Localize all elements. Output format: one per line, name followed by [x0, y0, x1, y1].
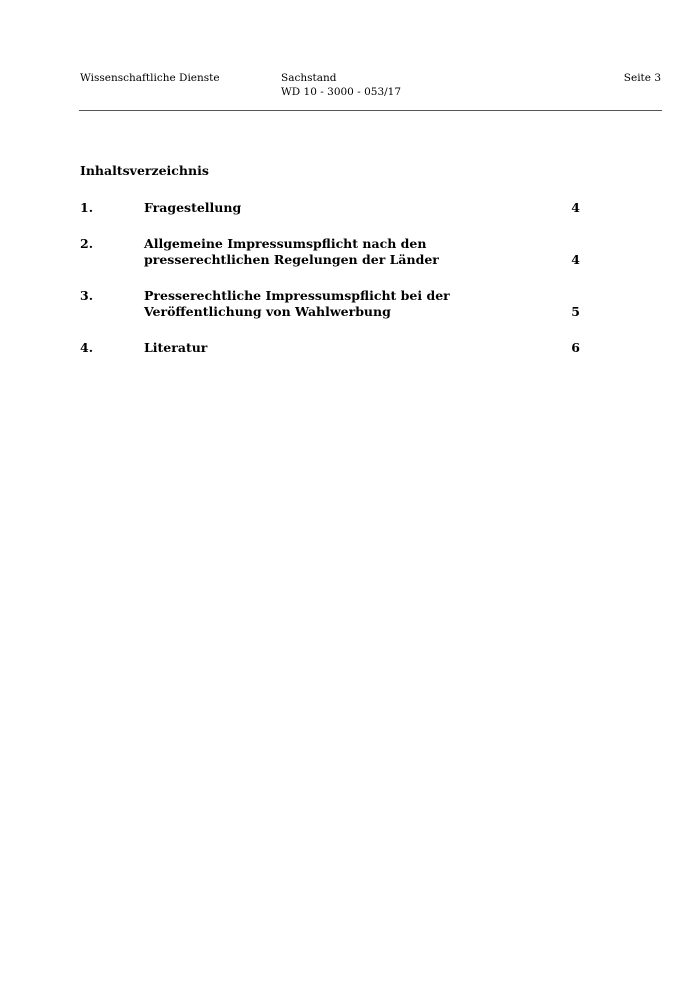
- toc-entry-title-line: Presserechtliche Impressumspflicht bei der: [144, 288, 450, 303]
- toc-entry-page: 6: [571, 340, 580, 355]
- toc-entry-page: 4: [571, 252, 580, 267]
- toc-entry-title: [144, 288, 514, 320]
- toc-entry-page: 4: [571, 200, 580, 215]
- toc-entry-title: [144, 200, 514, 216]
- toc-entry-title-line: Allgemeine Impressumspflicht nach den: [144, 236, 427, 251]
- page-header: [80, 71, 661, 101]
- toc-entry-3[interactable]: [80, 288, 580, 320]
- toc-entry-number: 1.: [80, 200, 94, 215]
- header-organization: Wissenschaftliche Dienste: [80, 72, 220, 84]
- toc-entry-title-line: presserechtlichen Regelungen der Länder: [144, 252, 439, 267]
- toc-entry-title-line: Literatur: [144, 340, 208, 355]
- toc-entry-4[interactable]: [80, 340, 580, 356]
- toc-entry-title-line: Veröffentlichung von Wahlwerbung: [144, 304, 391, 319]
- header-doc-number: WD 10 - 3000 - 053/17: [281, 86, 402, 98]
- toc-entry-number: 2.: [80, 236, 94, 251]
- header-divider: [79, 110, 662, 111]
- header-document-info: [281, 71, 401, 99]
- toc-entry-1[interactable]: [80, 200, 580, 216]
- table-of-contents: [80, 200, 580, 376]
- header-doc-type: Sachstand: [281, 72, 337, 84]
- toc-title: Inhaltsverzeichnis: [80, 163, 209, 178]
- toc-entry-page: 5: [571, 304, 580, 319]
- header-page-number: Seite 3: [623, 72, 661, 84]
- toc-entry-title: [144, 340, 514, 356]
- toc-entry-title: [144, 236, 514, 268]
- toc-entry-2[interactable]: [80, 236, 580, 268]
- toc-entry-title-line: Fragestellung: [144, 200, 242, 215]
- toc-entry-number: 4.: [80, 340, 94, 355]
- toc-entry-number: 3.: [80, 288, 94, 303]
